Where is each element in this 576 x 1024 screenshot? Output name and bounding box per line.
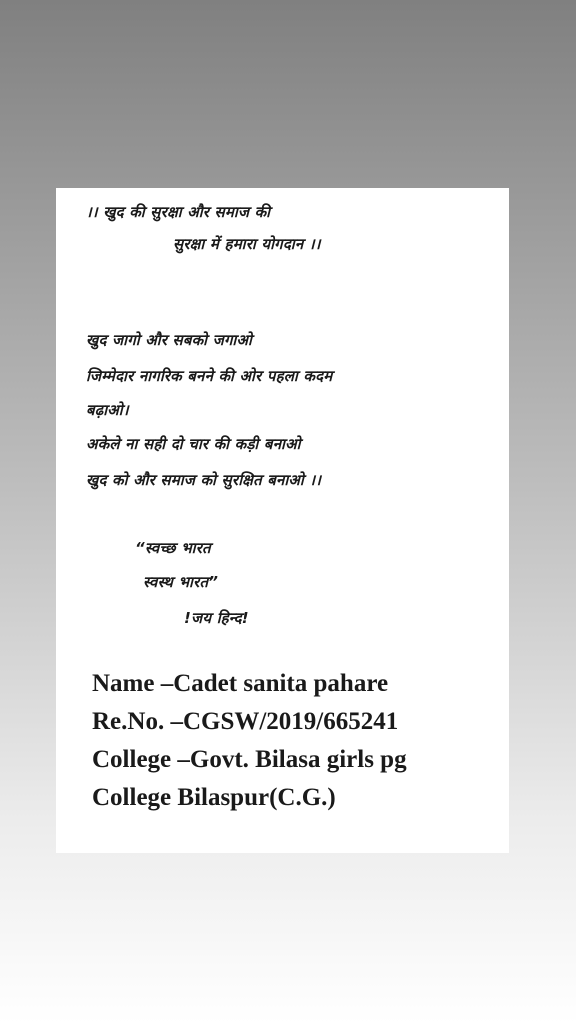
college-line-2: College Bilaspur(C.G.) (92, 784, 336, 811)
college-line-1: College –Govt. Bilasa girls pg (92, 746, 407, 773)
slogan-line-1: “स्वच्छ भारत (135, 539, 211, 557)
registration-number: Re.No. –CGSW/2019/665241 (92, 708, 399, 735)
title-line-2: सुरक्षा में हमारा योगदान ।। (173, 235, 321, 253)
slogan-line-3: !जय हिन्द! (184, 609, 249, 627)
cadet-name: Name –Cadet sanita pahare (92, 670, 389, 697)
poem-line-5: खुद को और समाज को सुरक्षित बनाओ ।। (86, 471, 322, 489)
title-line-1: ।। खुद की सुरक्षा और समाज की (86, 203, 271, 221)
poem-line-3: बढ़ाओ। (86, 401, 129, 419)
poem-line-2: जिम्मेदार नागरिक बनने की ओर पहला कदम (86, 367, 333, 385)
slogan-line-2: स्वस्थ भारत” (143, 573, 219, 591)
poem-line-1: खुद जागो और सबको जगाओ (86, 331, 253, 349)
poem-line-4: अकेले ना सही दो चार की कड़ी बनाओ (86, 435, 301, 453)
document-card (56, 188, 509, 853)
